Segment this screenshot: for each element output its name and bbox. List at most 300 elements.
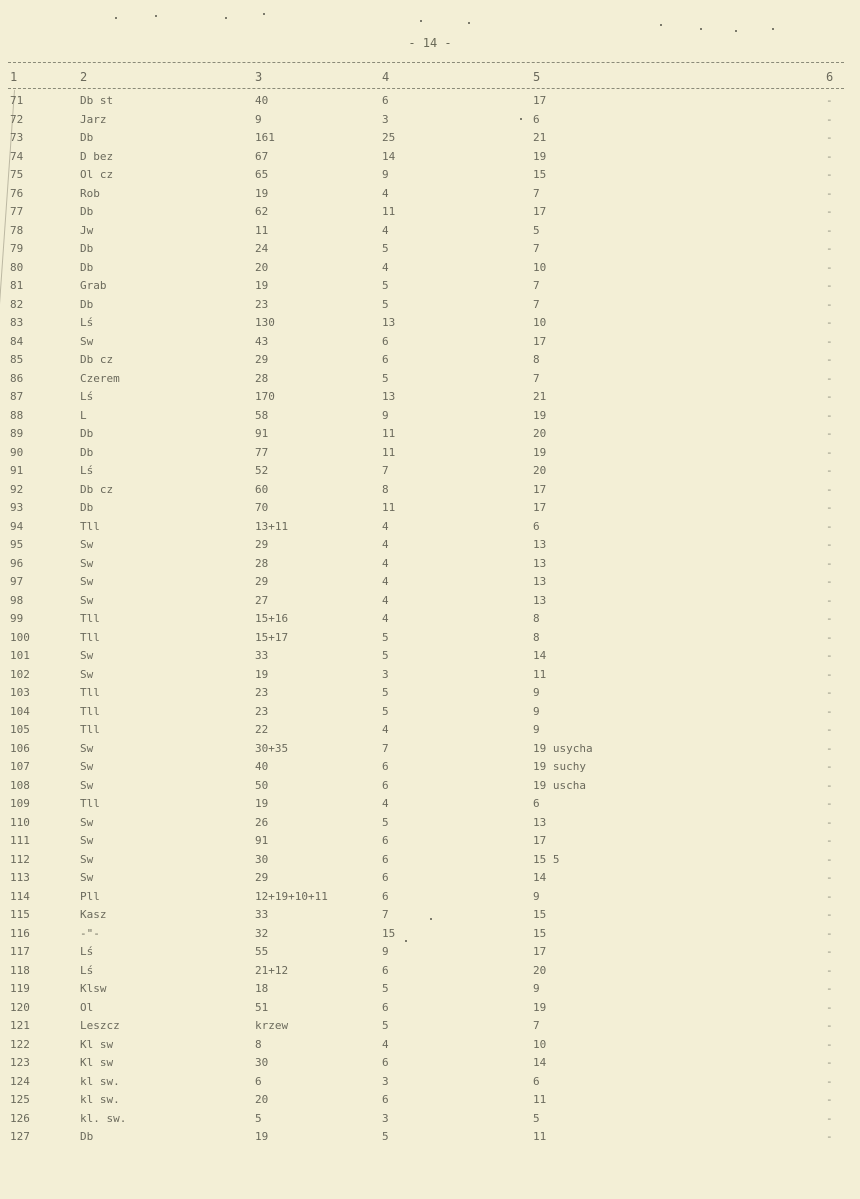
cell-row-number: 113 (10, 871, 30, 884)
cell-height: 6 (382, 334, 389, 348)
cell-height: 4 (382, 593, 389, 607)
table-row (0, 703, 860, 722)
table-row (0, 333, 860, 352)
table-row (0, 1091, 860, 1110)
cell-value-6: - (826, 797, 833, 810)
cell-height: 6 (382, 963, 389, 977)
cell-row-number: 79 (10, 242, 24, 255)
cell-value-5: 17 (533, 834, 547, 847)
cell-height: 4 (382, 538, 389, 551)
cell-height: 6 (382, 1093, 389, 1106)
table-row (0, 980, 860, 999)
cell-value-5: 11 (533, 667, 547, 681)
cell-diameter: 19 (255, 186, 269, 200)
cell-height: 6 (382, 1056, 389, 1069)
cell-diameter: 28 (255, 556, 269, 570)
table-row (0, 425, 860, 444)
cell-species: Sw (80, 575, 94, 588)
cell-height: 6 (382, 94, 389, 107)
cell-row-number: 88 (10, 408, 24, 422)
cell-value-5: 15 (533, 926, 547, 940)
cell-row-number: 108 (10, 778, 30, 792)
table-row (0, 869, 860, 888)
cell-diameter: 30 (255, 1056, 269, 1069)
cell-value-6: - (826, 316, 833, 329)
cell-height: 5 (382, 815, 389, 829)
cell-value-6: - (826, 334, 833, 348)
cell-height: 14 (382, 149, 396, 163)
table-row (0, 814, 860, 833)
table-row (0, 851, 860, 870)
cell-height: 5 (382, 297, 389, 311)
cell-diameter: 33 (255, 649, 269, 662)
cell-height: 11 (382, 205, 396, 218)
table-row (0, 1017, 860, 1036)
cell-row-number: 82 (10, 297, 24, 311)
table-row (0, 999, 860, 1018)
cell-value-5: 5 (533, 223, 540, 237)
cell-row-number: 126 (10, 1111, 30, 1125)
column-header-4: 4 (382, 70, 390, 84)
cell-row-number: 116 (10, 926, 30, 940)
cell-value-6: - (826, 1000, 833, 1014)
cell-row-number: 96 (10, 556, 24, 570)
cell-row-number: 97 (10, 575, 24, 588)
cell-species: L (80, 408, 87, 422)
cell-diameter: 6 (255, 1074, 262, 1088)
cell-value-5: 19 suchy (533, 760, 586, 773)
table-row (0, 351, 860, 370)
cell-value-6: - (826, 1111, 833, 1125)
cell-species: Czerem (80, 371, 120, 385)
cell-value-6: - (826, 260, 833, 274)
cell-row-number: 81 (10, 279, 24, 292)
cell-value-6: - (826, 279, 833, 292)
cell-diameter: 67 (255, 149, 269, 163)
cell-diameter: 170 (255, 390, 275, 403)
cell-row-number: 87 (10, 390, 24, 403)
cell-height: 3 (382, 112, 389, 126)
cell-height: 9 (382, 408, 389, 422)
cell-value-6: - (826, 482, 833, 496)
cell-species: Kl sw (80, 1037, 114, 1051)
cell-height: 4 (382, 797, 389, 810)
cell-row-number: 94 (10, 519, 24, 533)
cell-value-5: 17 (533, 482, 547, 496)
cell-value-6: - (826, 945, 833, 958)
cell-row-number: 91 (10, 464, 24, 477)
paper-speck (772, 28, 774, 30)
cell-value-5: 17 (533, 501, 547, 514)
cell-value-6: - (826, 704, 833, 718)
cell-diameter: 19 (255, 279, 269, 292)
cell-value-6: - (826, 982, 833, 995)
cell-row-number: 100 (10, 630, 30, 644)
cell-species: Rob (80, 186, 100, 200)
cell-value-5: 10 (533, 260, 547, 274)
cell-diameter: 77 (255, 445, 269, 459)
table-row (0, 1054, 860, 1073)
table-row (0, 795, 860, 814)
cell-height: 25 (382, 131, 396, 144)
cell-species: Sw (80, 556, 94, 570)
cell-species: Tll (80, 686, 100, 699)
cell-height: 4 (382, 612, 389, 625)
cell-value-5: 14 (533, 649, 547, 662)
cell-diameter: 30 (255, 852, 269, 866)
cell-value-5: 9 (533, 889, 540, 903)
cell-species: Lś (80, 464, 94, 477)
table-row (0, 573, 860, 592)
cell-height: 6 (382, 889, 389, 903)
cell-species: Sw (80, 649, 94, 662)
cell-value-6: - (826, 186, 833, 200)
cell-row-number: 89 (10, 427, 24, 440)
cell-value-6: - (826, 353, 833, 366)
cell-species: D bez (80, 149, 114, 163)
cell-value-5: 7 (533, 279, 540, 292)
table-row (0, 240, 860, 259)
paper-speck (735, 30, 737, 32)
cell-value-5: 13 (533, 575, 547, 588)
table-row (0, 259, 860, 278)
cell-value-6: - (826, 871, 833, 884)
cell-species: Leszcz (80, 1019, 120, 1032)
cell-value-5: 19 (533, 1000, 547, 1014)
cell-value-5: 6 (533, 1074, 540, 1088)
cell-row-number: 106 (10, 741, 30, 755)
cell-value-5: 11 (533, 1130, 547, 1143)
cell-row-number: 103 (10, 686, 30, 699)
cell-value-5: 8 (533, 612, 540, 625)
cell-row-number: 119 (10, 982, 30, 995)
cell-value-6: - (826, 723, 833, 736)
cell-value-6: - (826, 834, 833, 847)
table-row (0, 296, 860, 315)
cell-species: Sw (80, 741, 94, 755)
table-row (0, 962, 860, 981)
cell-species: kl sw. (80, 1093, 120, 1106)
cell-value-6: - (826, 686, 833, 699)
cell-row-number: 74 (10, 149, 24, 163)
column-header-2: 2 (80, 70, 88, 84)
cell-height: 7 (382, 741, 389, 755)
table-row (0, 129, 860, 148)
cell-diameter: 65 (255, 168, 269, 181)
cell-row-number: 102 (10, 667, 30, 681)
cell-species: kl. sw. (80, 1111, 127, 1125)
cell-height: 13 (382, 390, 396, 403)
cell-diameter: 28 (255, 371, 269, 385)
cell-height: 5 (382, 982, 389, 995)
cell-height: 5 (382, 279, 389, 292)
cell-species: Db (80, 501, 94, 514)
cell-value-5: 17 (533, 94, 547, 107)
cell-row-number: 109 (10, 797, 30, 810)
cell-value-6: - (826, 168, 833, 181)
paper-speck (660, 24, 662, 26)
cell-diameter: 24 (255, 242, 269, 255)
table-row (0, 166, 860, 185)
cell-row-number: 120 (10, 1000, 30, 1014)
cell-value-6: - (826, 741, 833, 755)
cell-value-5: 14 (533, 1056, 547, 1069)
cell-species: Db cz (80, 482, 114, 496)
table-row (0, 777, 860, 796)
cell-diameter: 27 (255, 593, 269, 607)
cell-diameter: 130 (255, 316, 275, 329)
cell-value-6: - (826, 371, 833, 385)
table-row (0, 906, 860, 925)
cell-value-6: - (826, 242, 833, 255)
cell-row-number: 86 (10, 371, 24, 385)
table-row (0, 592, 860, 611)
cell-value-5: 19 usycha (533, 741, 593, 755)
cell-height: 11 (382, 501, 396, 514)
cell-height: 4 (382, 223, 389, 237)
table-row (0, 721, 860, 740)
cell-species: Lś (80, 945, 94, 958)
table-row (0, 925, 860, 944)
cell-height: 5 (382, 1019, 389, 1032)
cell-value-6: - (826, 889, 833, 903)
cell-row-number: 101 (10, 649, 30, 662)
cell-diameter: 161 (255, 131, 275, 144)
cell-value-5: 19 (533, 445, 547, 459)
cell-species: Db (80, 260, 94, 274)
cell-value-6: - (826, 908, 833, 921)
cell-species: Ol (80, 1000, 94, 1014)
cell-height: 5 (382, 630, 389, 644)
table-row (0, 92, 860, 111)
cell-height: 6 (382, 834, 389, 847)
cell-species: Db (80, 297, 94, 311)
cell-value-6: - (826, 427, 833, 440)
cell-height: 6 (382, 760, 389, 773)
cell-value-6: - (826, 575, 833, 588)
cell-value-5: 13 (533, 538, 547, 551)
cell-row-number: 114 (10, 889, 30, 903)
cell-value-5: 8 (533, 630, 540, 644)
cell-value-6: - (826, 852, 833, 866)
cell-value-5: 19 (533, 408, 547, 422)
paper-speck (115, 17, 117, 19)
cell-species: Jw (80, 223, 94, 237)
column-header-6: 6 (826, 70, 834, 84)
cell-value-5: 5 (533, 1111, 540, 1125)
cell-species: Kl sw (80, 1056, 114, 1069)
cell-value-5: 21 (533, 390, 547, 403)
cell-diameter: 60 (255, 482, 269, 496)
cell-value-6: - (826, 205, 833, 218)
cell-diameter: 23 (255, 686, 269, 699)
cell-height: 11 (382, 445, 396, 459)
cell-height: 4 (382, 186, 389, 200)
cell-row-number: 84 (10, 334, 24, 348)
cell-row-number: 72 (10, 112, 24, 126)
cell-diameter: 32 (255, 926, 269, 940)
cell-height: 9 (382, 945, 389, 958)
cell-row-number: 85 (10, 353, 24, 366)
cell-height: 4 (382, 1037, 389, 1051)
cell-diameter: 29 (255, 353, 269, 366)
cell-diameter: 12+19+10+11 (255, 889, 328, 903)
cell-diameter: 8 (255, 1037, 262, 1051)
cell-species: Db (80, 427, 94, 440)
cell-diameter: 15+16 (255, 612, 289, 625)
cell-value-5: 9 (533, 723, 540, 736)
cell-value-5: 10 (533, 1037, 547, 1051)
table-row (0, 1073, 860, 1092)
cell-species: -"- (80, 926, 100, 940)
cell-diameter: 20 (255, 1093, 269, 1106)
cell-species: Db cz (80, 353, 114, 366)
table-row (0, 1110, 860, 1129)
cell-species: Db (80, 242, 94, 255)
cell-value-5: 15 5 (533, 852, 560, 866)
cell-value-5: 19 (533, 149, 547, 163)
cell-height: 7 (382, 464, 389, 477)
cell-row-number: 99 (10, 612, 24, 625)
cell-value-6: - (826, 630, 833, 644)
column-header-1: 1 (10, 70, 18, 84)
cell-value-5: 13 (533, 815, 547, 829)
table-row (0, 1128, 860, 1147)
cell-diameter: 19 (255, 1130, 269, 1143)
cell-height: 5 (382, 371, 389, 385)
cell-row-number: 73 (10, 131, 24, 144)
column-header-row (0, 70, 860, 86)
cell-diameter: 23 (255, 297, 269, 311)
cell-diameter: 51 (255, 1000, 269, 1014)
cell-value-6: - (826, 1074, 833, 1088)
table-row (0, 499, 860, 518)
cell-row-number: 77 (10, 205, 24, 218)
cell-species: Grab (80, 279, 107, 292)
paper-speck (225, 17, 227, 19)
cell-value-6: - (826, 112, 833, 126)
cell-value-5: 7 (533, 242, 540, 255)
cell-species: Db (80, 205, 94, 218)
cell-species: Tll (80, 630, 100, 644)
cell-value-5: 17 (533, 334, 547, 348)
table-row (0, 555, 860, 574)
cell-row-number: 110 (10, 815, 30, 829)
cell-species: Lś (80, 963, 94, 977)
cell-value-5: 20 (533, 963, 547, 977)
cell-diameter: 22 (255, 723, 269, 736)
cell-species: Sw (80, 760, 94, 773)
table-row (0, 832, 860, 851)
cell-value-6: - (826, 612, 833, 625)
cell-height: 4 (382, 723, 389, 736)
top-dashed-rule (8, 62, 844, 63)
cell-species: Sw (80, 538, 94, 551)
cell-height: 4 (382, 519, 389, 533)
cell-value-5: 13 (533, 556, 547, 570)
cell-value-5: 6 (533, 797, 540, 810)
cell-species: Ol cz (80, 168, 114, 181)
cell-row-number: 115 (10, 908, 30, 921)
table-row (0, 203, 860, 222)
cell-height: 15 (382, 926, 396, 940)
cell-row-number: 112 (10, 852, 30, 866)
cell-value-6: - (826, 815, 833, 829)
cell-value-6: - (826, 538, 833, 551)
cell-diameter: 20 (255, 260, 269, 274)
cell-row-number: 71 (10, 94, 24, 107)
cell-value-6: - (826, 501, 833, 514)
cell-diameter: 29 (255, 871, 269, 884)
cell-row-number: 121 (10, 1019, 30, 1032)
cell-diameter: 91 (255, 427, 269, 440)
cell-height: 6 (382, 852, 389, 866)
cell-row-number: 111 (10, 834, 30, 847)
cell-row-number: 95 (10, 538, 24, 551)
cell-height: 6 (382, 1000, 389, 1014)
cell-value-5: 20 (533, 427, 547, 440)
cell-row-number: 105 (10, 723, 30, 736)
paper-speck (468, 22, 470, 24)
cell-diameter: 9 (255, 112, 262, 126)
cell-value-6: - (826, 445, 833, 459)
cell-row-number: 75 (10, 168, 24, 181)
cell-species: Pll (80, 889, 100, 903)
cell-species: Lś (80, 316, 94, 329)
cell-height: 3 (382, 1074, 389, 1088)
cell-value-6: - (826, 1093, 833, 1106)
cell-species: Tll (80, 704, 100, 718)
cell-value-5: 15 (533, 168, 547, 181)
cell-species: Sw (80, 667, 94, 681)
cell-row-number: 122 (10, 1037, 30, 1051)
cell-value-5: 6 (533, 519, 540, 533)
cell-value-5: 17 (533, 945, 547, 958)
cell-value-5: 21 (533, 131, 547, 144)
cell-row-number: 104 (10, 704, 30, 718)
cell-value-6: - (826, 649, 833, 662)
cell-value-5: 15 (533, 908, 547, 921)
page-number: - 14 - (408, 36, 452, 50)
cell-value-5: 6 (533, 112, 540, 126)
cell-height: 9 (382, 168, 389, 181)
cell-diameter: 70 (255, 501, 269, 514)
cell-row-number: 125 (10, 1093, 30, 1106)
cell-diameter: 40 (255, 760, 269, 773)
cell-species: Sw (80, 834, 94, 847)
cell-diameter: 62 (255, 205, 269, 218)
cell-value-5: 9 (533, 686, 540, 699)
cell-diameter: 23 (255, 704, 269, 718)
cell-diameter: 30+35 (255, 741, 289, 755)
cell-value-6: - (826, 1037, 833, 1051)
column-header-3: 3 (255, 70, 263, 84)
table-row (0, 518, 860, 537)
cell-height: 3 (382, 667, 389, 681)
paper-speck (405, 940, 407, 942)
table-row (0, 444, 860, 463)
cell-value-6: - (826, 94, 833, 107)
cell-value-5: 9 (533, 704, 540, 718)
header-dashed-rule (8, 88, 844, 89)
cell-height: 5 (382, 242, 389, 255)
table-row (0, 111, 860, 130)
table-row (0, 314, 860, 333)
table-row (0, 647, 860, 666)
cell-species: Tll (80, 797, 100, 810)
cell-value-5: 20 (533, 464, 547, 477)
table-row (0, 629, 860, 648)
